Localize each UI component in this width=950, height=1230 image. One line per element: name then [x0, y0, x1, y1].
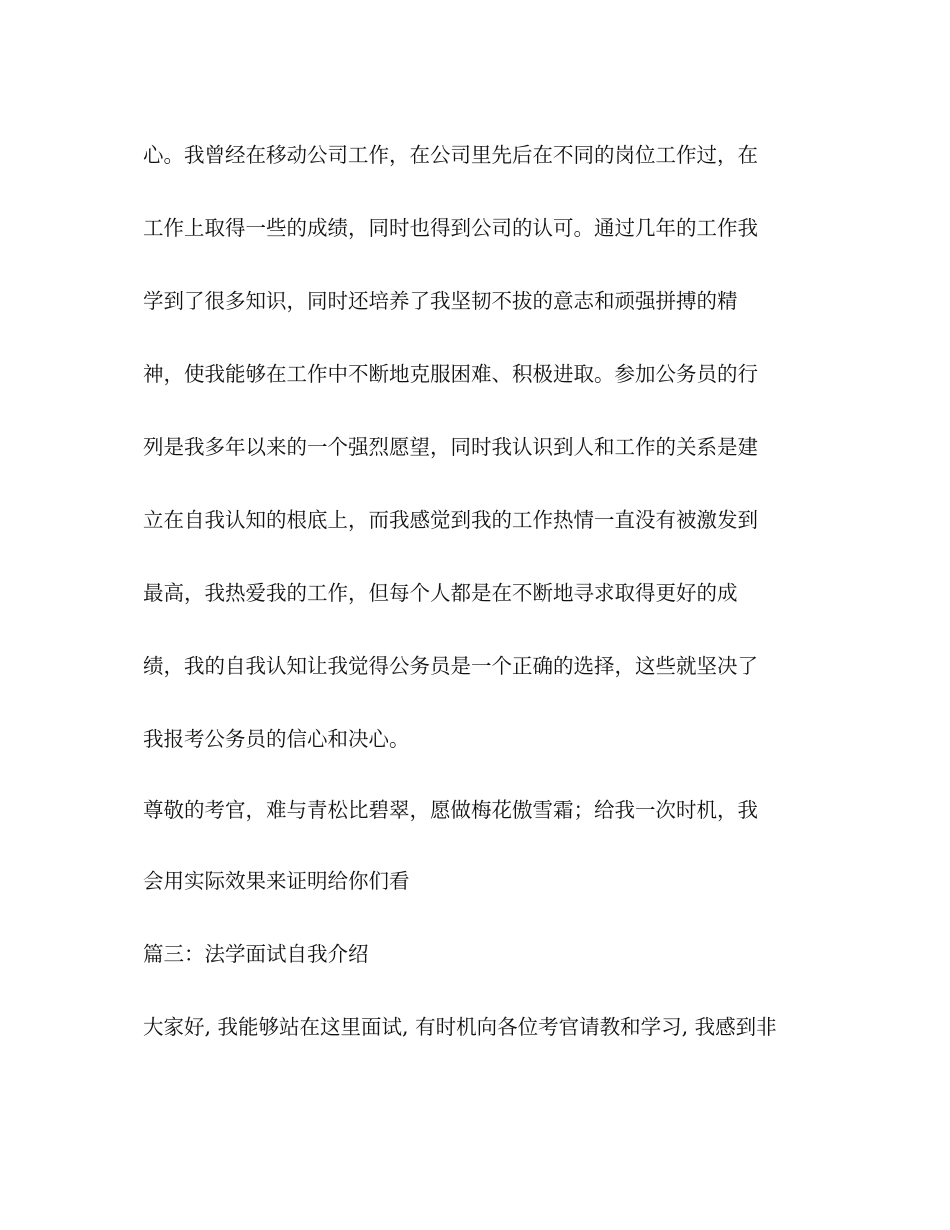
body-text-line: 会用实际效果来证明给你们看: [143, 869, 410, 893]
body-text-line: 神，使我能够在工作中不断地克服困难、积极进取。参加公务员的行: [143, 362, 758, 386]
body-text-line: 立在自我认知的根底上，而我感觉到我的工作热情一直没有被激发到: [143, 508, 758, 532]
body-text-line: 学到了很多知识，同时还培养了我坚韧不拔的意志和顽强拼搏的精: [143, 289, 738, 313]
body-text-line: 工作上取得一些的成绩，同时也得到公司的认可。通过几年的工作我: [143, 216, 758, 240]
body-text-line: 心。我曾经在移动公司工作，在公司里先后在不同的岗位工作过，在: [143, 143, 758, 167]
body-text-line: 尊敬的考官，难与青松比碧翠，愿做梅花傲雪霜；给我一次时机，我: [143, 798, 758, 822]
body-text-line: 大家好, 我能够站在这里面试, 有时机向各位考官请教和学习, 我感到非: [143, 1015, 777, 1039]
body-text-line: 列是我多年以来的一个强烈愿望，同时我认识到人和工作的关系是建: [143, 435, 758, 459]
body-text-line: 最高，我热爱我的工作，但每个人都是在不断地寻求取得更好的成: [143, 581, 738, 605]
body-text-line: 我报考公务员的信心和决心。: [143, 727, 410, 751]
section-heading: 篇三：法学面试自我介绍: [143, 942, 369, 966]
body-text-line: 绩，我的自我认知让我觉得公务员是一个正确的选择，这些就坚决了: [143, 654, 758, 678]
